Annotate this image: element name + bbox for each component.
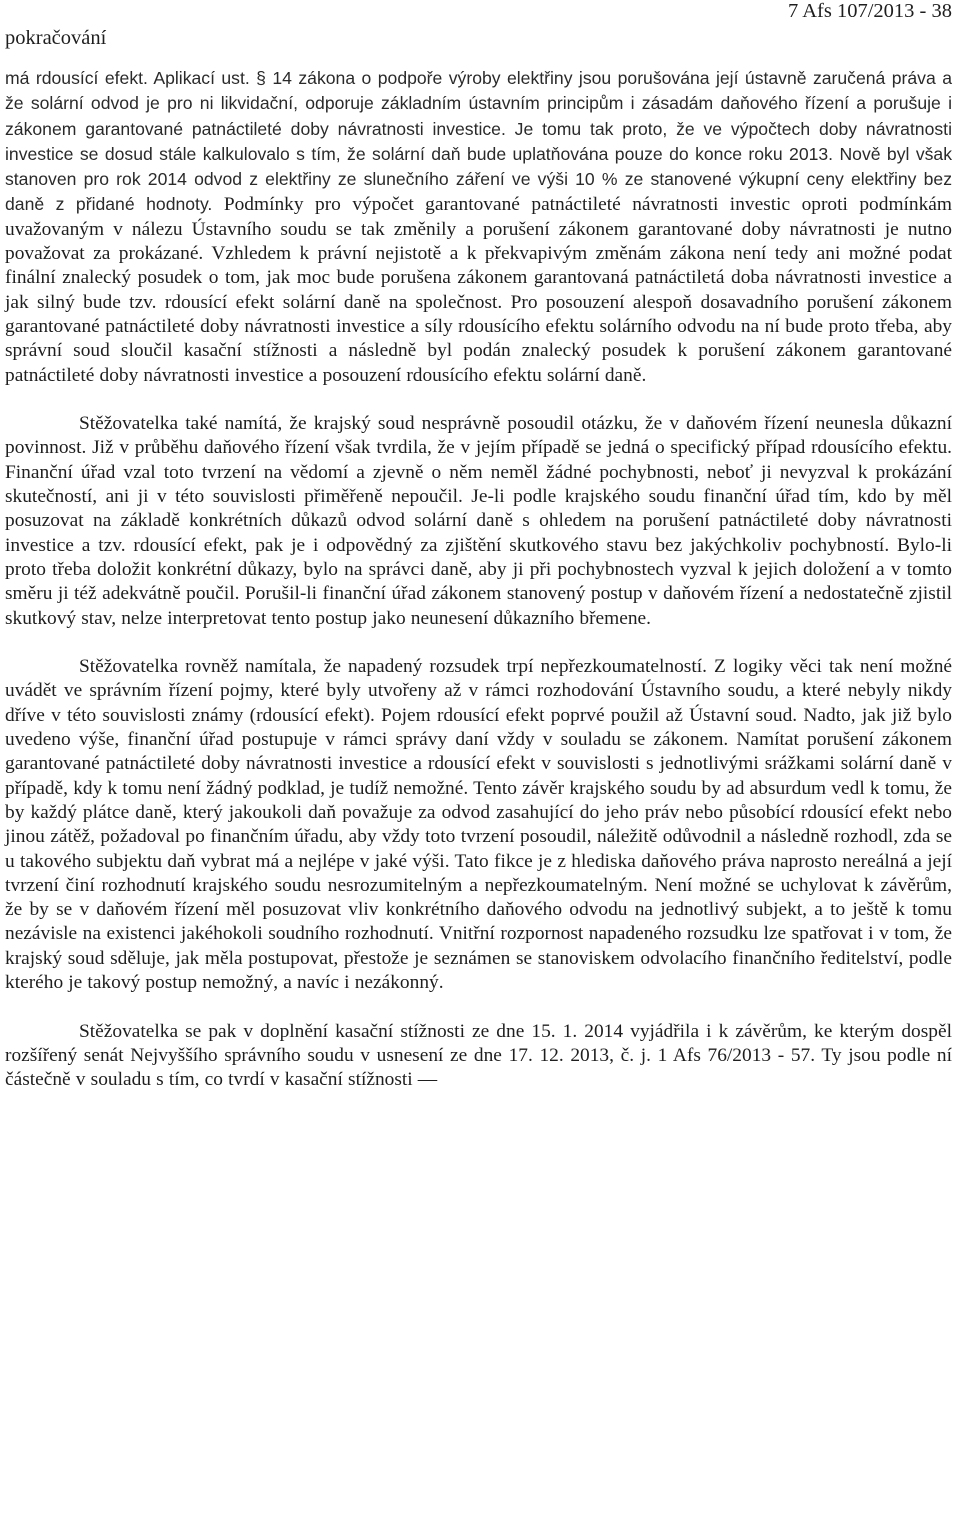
paragraph-1-segment: Nově byl však stanoven pro rok 2014 odvod z elektřiny ze slunečního záření ve výši 10 % ze stanovené výkupní ceny elektřiny bez daně z přidané hodnoty.: [5, 143, 952, 215]
paragraph-1-segment: § 14 zákona o podpoře výroby elektřiny jsou porušována její ústavně zaručená práva a že solární odvod je pro ni likvidační, odporuje základním ústavním principům i zásadám daňového řízení a porušuje i zákonem garantované patnáctileté doby návratnosti investice.: [5, 68, 952, 139]
paragraph-3: [5, 655, 952, 995]
paragraph-3-text: Stěžovatelka rovněž namítala, že napadený rozsudek trpí nepřezkoumatelností. Z logiky věci tak není možné uvádět ve správním řízení pojmy, které byly utvořeny až v rámci rozhodování Ústavního soudu, a které nebyly nikdy dříve v této souvislosti známy (rdousící efekt). Pojem rdousící efekt poprvé použil až Ústavní soud. Nadto, jak již bylo uvedeno výše, finanční úřad postupuje v rámci správy daní vždy v souladu se zákonem. Namítat porušení zákonem garantované patnáctileté doby návratnosti investice a rdousící efekt v souvislosti s jednotlivými srážkami solární daně v případě, kdy k tomu není žádný podklad, je tudíž nemožné. Tento závěr krajského soudu by ad absurdum vedl k tomu, že by každý plátce daně, který jakoukoli daň považuje za odvod zasahující do jeho práv nebo působící rdousící efekt nebo jinou zátěž, požadoval po finančním úřadu, aby vždy toto tvrzení posoudil, náležitě odůvodnil a následně rozhodl, zda se u takového subjektu daň vybrat má a nejlépe v jaké výši. Tato fikce je z hlediska daňového práva naprosto nereálná a její tvrzení činí rozhodnutí krajského soudu nesrozumitelným a nepřezkoumatelným. Není možné se uchylovat k závěrům, že by se v daňovém řízení měl posuzovat vliv konkrétního daňového odvodu na jednotlivý subjekt, a to ještě k tomu nezávisle na existenci jakéhokoli soudního rozhodnutí. Vnitřní rozpornost napadeného rozsudku lze spatřovat i v tom, že krajský soud sděluje, jak měla postupovat, přestože je seznámen se stanoviskem odvolacího finančního ředitelství, podle kterého je takový postup nemožný, a navíc i nezákonný.: [5, 656, 952, 993]
paragraph-1: [5, 66, 952, 388]
header-case-number: 7 Afs 107/2013 - 38: [788, 0, 952, 22]
header-continuation: pokračování: [5, 27, 107, 49]
paragraph-1-segment: Podmínky pro výpočet garantované patnáctileté návratnosti investic oproti podmínkám uvažovaným v nálezu Ústavního soudu se tak změnily a porušení zákonem garantované doby návratnosti je nutno považovat za prokázané. Vzhledem k právní nejistotě a k překvapivým změnám zákona není tedy ani možné podat finální znalecký posudek o tom, jak moc bude porušena zákonem garantovaná patnáctiletá doba návratnosti investice a jak silný bude tzv. rdousící efekt solární daně na společnost. Pro posouzení alespoň dosavadního porušení zákonem garantované patnáctileté doby návratnosti investice a síly rdousícího efektu solárního odvodu na ní bude proto třeba, aby správní soud sloučil kasační stížnosti a následně byl podán znalecký posudek k porušení zákonem garantované patnáctileté doby návratnosti investice a posouzení rdousícího efektu solární daně.: [5, 194, 952, 386]
page-header: [5, 0, 952, 60]
paragraph-2-text: Stěžovatelka také namítá, že krajský soud nesprávně posoudil otázku, že v daňovém řízení neunesla důkazní povinnost. Již v průběhu daňového řízení však tvrdila, že v jejím případě se jedná o specifický případ rdousícího efektu. Finanční úřad vzal toto tvrzení na vědomí a zjevně o něm neměl žádné pochybnosti, neboť ji nevyzval k prokázání skutečností, ani ji v této souvislosti přiměřeně nepoučil. Je-li podle krajského soudu finanční úřad tím, kdo by měl posuzovat na základě konkrétních důkazů odvod solární daně s ohledem na porušení patnáctileté doby návratnosti investice a tzv. rdousící efekt, pak je i odpovědný za zjištění skutkového stavu bez jakýchkoliv pochybností. Bylo-li proto třeba doložit konkrétní důkazy, bylo na správci daně, aby ji při pochybnostech vyzval k jejich doložení a v tomto směru ji též adekvátně poučil. Porušil-li finanční úřad zákonem stanovený postup v daňovém řízení a nedostatečně zjistil skutkový stav, nelze interpretovat tento postup jako neunesení důkazního břemene.: [5, 413, 952, 629]
paragraph-4: [5, 1020, 952, 1093]
document-body: [5, 66, 952, 1092]
paragraph-4-text: Stěžovatelka se pak v doplnění kasační stížnosti ze dne 15. 1. 2014 vyjádřila i k závěrům, ke kterým dospěl rozšířený senát Nejvyššího správního soudu v usnesení ze dne 17. 12. 2013, č. j. 1 Afs 76/2013 - 57. Ty jsou podle ní částečně v souladu s tím, co tvrdí v kasační stížnosti —: [5, 1020, 952, 1091]
paragraph-2: [5, 412, 952, 631]
paragraph-1-segment: Je tomu tak proto, že ve výpočtech doby návratnosti investice se dosud stále kalkulovalo s tím, že solární daň bude uplatňována pouze do konce roku 2013.: [5, 118, 952, 164]
paragraph-1-segment: má rdousící efekt. Aplikací ust.: [5, 68, 257, 88]
